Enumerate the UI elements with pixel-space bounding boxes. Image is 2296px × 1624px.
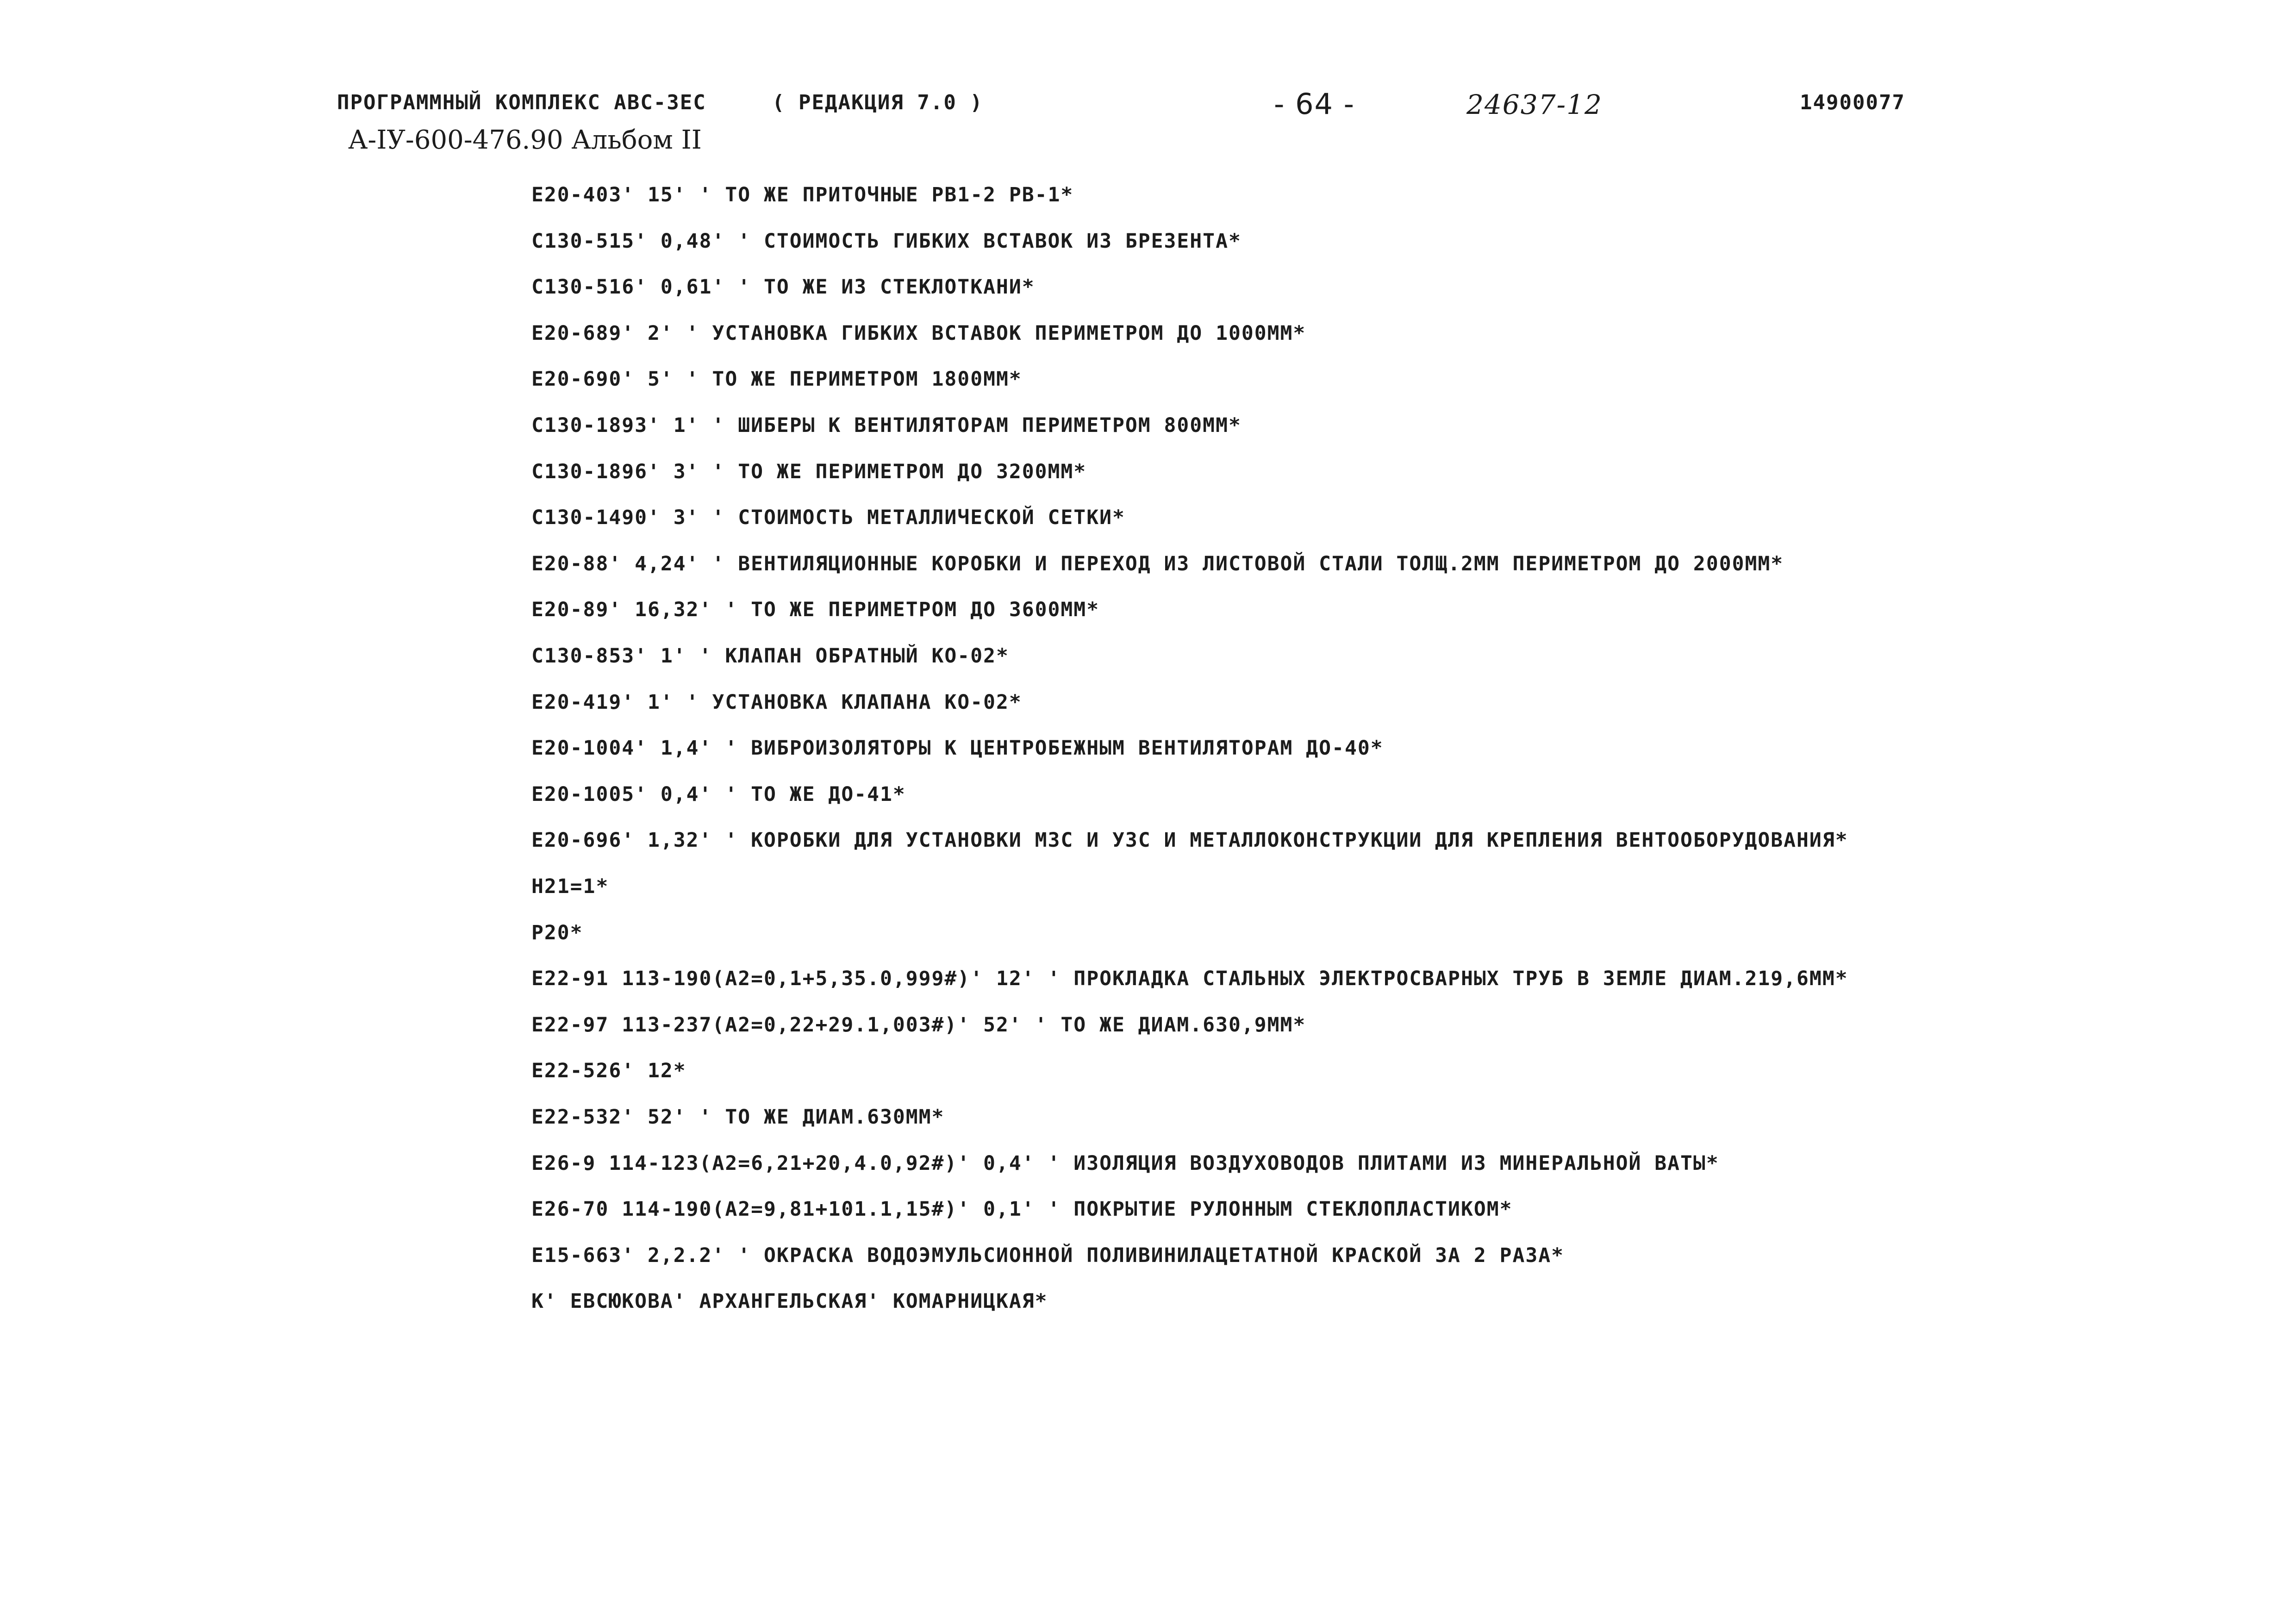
line-text: Е15-663' 2,2.2' ' ОКРАСКА ВОДОЭМУЛЬСИОННОЙ ПОЛИВИНИЛАЦЕТАТНОЙ КРАСКОЙ ЗА 2 РАЗА* (531, 1244, 1565, 1267)
handwritten-number: 24637-12 (1466, 89, 1603, 120)
line-text: Е26-9 114-123(А2=6,21+20,4.0,92#)' 0,4' ' ИЗОЛЯЦИЯ ВОЗДУХОВОДОВ ПЛИТАМИ ИЗ МИНЕРАЛЬНОЙ ВАТЫ* (531, 1152, 1719, 1175)
line-text: Е20-1004' 1,4' ' ВИБРОИЗОЛЯТОРЫ К ЦЕНТРОБЕЖНЫМ ВЕНТИЛЯТОРАМ ДО-40* (531, 737, 1384, 760)
album-label: А-IУ-600-476.90 Альбом II (348, 125, 702, 155)
line-text: С130-516' 0,61' ' ТО ЖЕ ИЗ СТЕКЛОТКАНИ* (531, 275, 1035, 299)
line-text: Е20-403' 15' ' ТО ЖЕ ПРИТОЧНЫЕ РВ1-2 РВ-1* (531, 183, 1074, 206)
line-text: Р20* (531, 921, 583, 944)
line-text: С130-1490' 3' ' СТОИМОСТЬ МЕТАЛЛИЧЕСКОЙ СЕТКИ* (531, 506, 1125, 529)
program-title: ПРОГРАММНЫЙ КОМПЛЕКС АВС-3ЕС (337, 91, 706, 114)
page-number: - 64 - (1274, 87, 1355, 121)
line-text: Е22-91 113-190(А2=0,1+5,35.0,999#)' 12' ' ПРОКЛАДКА СТАЛЬНЫХ ЭЛЕКТРОСВАРНЫХ ТРУБ В ЗЕМЛЕ ДИАМ.219,6ММ* (531, 967, 1848, 990)
line-text: Е22-526' 12* (531, 1059, 686, 1082)
line-text: Е26-70 114-190(А2=9,81+101.1,15#)' 0,1' ' ПОКРЫТИЕ РУЛОННЫМ СТЕКЛОПЛАСТИКОМ* (531, 1198, 1513, 1221)
line-text: Е20-88' 4,24' ' ВЕНТИЛЯЦИОННЫЕ КОРОБКИ И ПЕРЕХОД ИЗ ЛИСТОВОЙ СТАЛИ ТОЛЩ.2ММ ПЕРИМЕТРОМ ДО 2000ММ* (531, 552, 1784, 575)
line-text: С130-853' 1' ' КЛАПАН ОБРАТНЫЙ КО-02* (531, 644, 1009, 668)
line-text: Е20-89' 16,32' ' ТО ЖЕ ПЕРИМЕТРОМ ДО 3600ММ* (531, 598, 1100, 621)
line-text: Н21=1* (531, 875, 609, 898)
line-text: Е20-689' 2' ' УСТАНОВКА ГИБКИХ ВСТАВОК ПЕРИМЕТРОМ ДО 1000ММ* (531, 322, 1306, 345)
line-text: С130-515' 0,48' ' СТОИМОСТЬ ГИБКИХ ВСТАВОК ИЗ БРЕЗЕНТА* (531, 230, 1242, 253)
document-code: 14900077 (1800, 91, 1905, 114)
line-text: С130-1893' 1' ' ШИБЕРЫ К ВЕНТИЛЯТОРАМ ПЕРИМЕТРОМ 800ММ* (531, 414, 1242, 437)
edition-label: ( РЕДАКЦИЯ 7.0 ) (772, 91, 983, 114)
line-text: Е22-532' 52' ' ТО ЖЕ ДИАМ.630ММ* (531, 1106, 945, 1129)
line-text: К' ЕВСЮКОВА' АРХАНГЕЛЬСКАЯ' КОМАРНИЦКАЯ* (531, 1290, 1048, 1313)
line-text: Е22-97 113-237(А2=0,22+29.1,003#)' 52' ' ТО ЖЕ ДИАМ.630,9ММ* (531, 1013, 1306, 1037)
line-text: Е20-419' 1' ' УСТАНОВКА КЛАПАНА КО-02* (531, 691, 1022, 714)
line-text: С130-1896' 3' ' ТО ЖЕ ПЕРИМЕТРОМ ДО 3200ММ* (531, 460, 1087, 483)
line-text: Е20-696' 1,32' ' КОРОБКИ ДЛЯ УСТАНОВКИ МЗС И УЗС И МЕТАЛЛОКОНСТРУКЦИИ ДЛЯ КРЕПЛЕНИЯ ВЕНТООБОРУДОВАНИЯ* (531, 829, 1848, 852)
line-text: Е20-1005' 0,4' ' ТО ЖЕ ДО-41* (531, 783, 906, 806)
line-text: Е20-690' 5' ' ТО ЖЕ ПЕРИМЕТРОМ 1800ММ* (531, 368, 1022, 391)
